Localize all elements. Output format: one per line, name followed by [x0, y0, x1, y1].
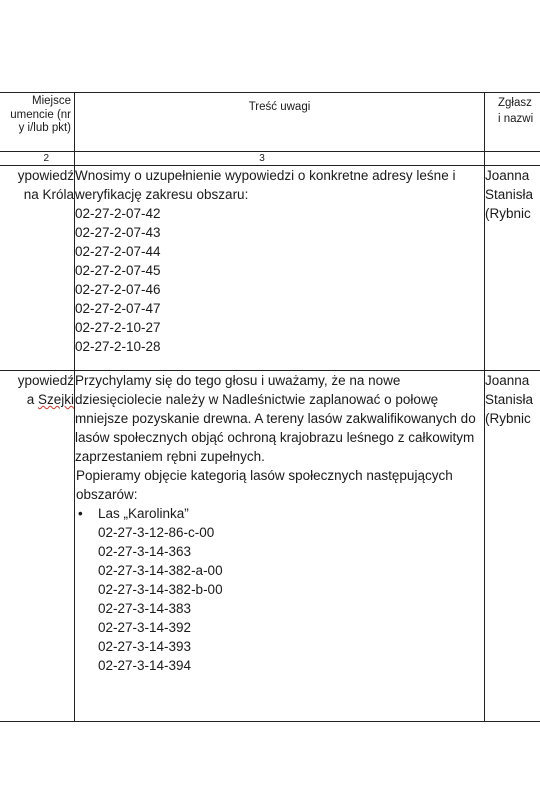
header-author-line: i nazwi [498, 113, 534, 125]
header-author-line: Zgłasz [498, 97, 532, 109]
forest-address: 02-27-2-07-44 [75, 244, 161, 259]
forest-address: 02-27-3-14-383 [98, 601, 192, 616]
row-paragraph: Popieramy objęcie kategorią lasów społecznych następujących obszarów: [76, 468, 453, 502]
forest-address: 02-27-2-07-45 [75, 263, 161, 278]
header-place-line: umencie (nr [10, 108, 71, 121]
forest-address: 02-27-3-12-86-c-00 [98, 525, 215, 540]
row-intro: Wnosimy o uzupełnienie wypowiedzi o konkretne adresy leśne i weryfikację zakresu obszaru: [75, 168, 456, 202]
row-author-line: (Rybnic [485, 206, 531, 221]
row-place-line: ypowiedź [17, 168, 74, 183]
forest-address: 02-27-3-14-382-a-00 [98, 563, 223, 578]
forest-address: 02-27-2-07-46 [75, 282, 161, 297]
row-paragraph: Przychylamy się do tego głosu i uważamy, że na nowe dziesięciolecie należy w Nadleśnictwie zaplanować o połowę mniejsze pozyskanie drewna. A tereny lasów zakwalifikowanych do lasów społecznych objąć ochroną krajobrazu leśnego z całkowitym zaprzestaniem rębni zupełnych. [75, 373, 476, 464]
row-author-line: Joanna [485, 168, 530, 183]
row-author-line: Stanisła [485, 392, 534, 407]
remarks-table [0, 92, 540, 722]
header-place-line: y i/lub pkt) [18, 122, 71, 134]
forest-address: 02-27-2-07-42 [75, 206, 161, 221]
header-place [0, 93, 75, 152]
column-number-empty [485, 152, 540, 166]
row-author [485, 166, 540, 371]
column-number-row [0, 152, 540, 166]
header-place-line: Miejsce [32, 95, 71, 107]
row-author-line: Stanisła [485, 187, 534, 202]
row-content [75, 371, 485, 722]
table-row [0, 166, 540, 371]
table-row [0, 371, 540, 722]
forest-address: 02-27-3-14-392 [98, 620, 192, 635]
row-author-line: (Rybnic [485, 411, 531, 426]
header-content: Treść uwagi [75, 93, 485, 152]
forest-address: 02-27-3-14-394 [98, 658, 192, 673]
row-content [75, 166, 485, 371]
forest-address: 02-27-2-10-28 [75, 339, 161, 354]
row-place-prefix: a [26, 392, 38, 407]
row-place [0, 371, 75, 722]
row-author [485, 371, 540, 722]
column-number: 3 [75, 152, 485, 166]
forest-address: 02-27-2-10-27 [75, 320, 161, 335]
row-place-line: ypowiedź [17, 373, 74, 388]
spellcheck-word: Szejki [37, 392, 74, 407]
table-header-row [0, 93, 540, 152]
row-author-line: Joanna [485, 373, 530, 388]
row-place-line [0, 390, 74, 409]
bullet-item: • Las „Karolinka” [75, 504, 484, 523]
column-number: 2 [0, 152, 75, 166]
header-author [485, 93, 540, 152]
forest-address: 02-27-3-14-393 [98, 639, 192, 654]
row-place [0, 166, 75, 371]
forest-address: 02-27-2-07-47 [75, 301, 161, 316]
forest-address: 02-27-2-07-43 [75, 225, 161, 240]
row-place-line: na Króla [23, 187, 74, 202]
forest-address: 02-27-3-14-382-b-00 [98, 582, 223, 597]
forest-address: 02-27-3-14-363 [98, 544, 192, 559]
